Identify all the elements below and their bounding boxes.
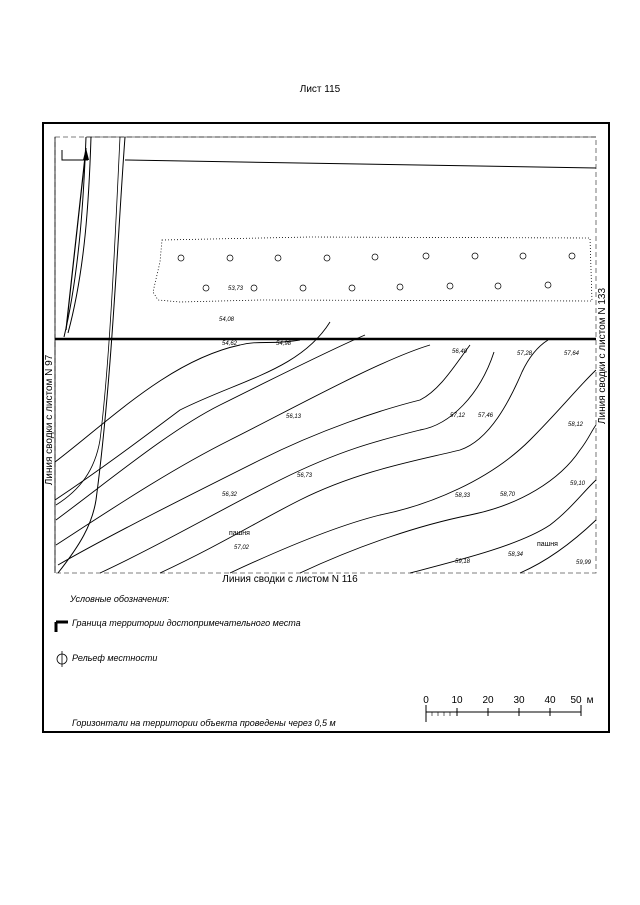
land-use-label: пашня (537, 541, 558, 548)
elevation-label: 58,34 (508, 552, 524, 558)
elevation-label: 58,70 (500, 492, 516, 498)
scale-tick-label: 10 (451, 695, 463, 706)
sheet-title: Лист 115 (299, 84, 341, 95)
elevation-label: 57,12 (450, 413, 466, 419)
boundary-legend-icon (56, 622, 68, 632)
scale-unit: м (586, 695, 594, 706)
elevation-label: 53,73 (228, 286, 244, 292)
elevation-labels (219, 286, 592, 566)
scale-tick-label: 30 (513, 695, 525, 706)
elevation-label: 56,73 (297, 473, 313, 479)
elevation-label: 54,08 (219, 317, 235, 323)
elevation-label: 59,10 (570, 481, 586, 487)
elevation-label: 54,62 (222, 341, 238, 347)
land-use-label: пашня (229, 530, 250, 537)
elevation-label: 59,99 (576, 560, 592, 566)
elevation-label: 58,12 (568, 422, 584, 428)
elevation-label: 57,28 (517, 351, 533, 357)
road-edge-right (58, 137, 125, 573)
legend-contour-note: Горизонтали на территории объекта проведены через 0,5 м (72, 718, 336, 728)
relief-legend-icon (57, 651, 67, 667)
elevation-label: 59,18 (455, 559, 471, 565)
outer-frame (43, 123, 609, 732)
scale-tick-label: 20 (482, 695, 494, 706)
elevation-label: 56,40 (452, 349, 468, 355)
legend-relief-text: Рельеф местности (72, 653, 158, 663)
road-edge-left (64, 137, 86, 337)
elevation-label: 56,32 (222, 492, 238, 498)
parcel-boundary-line (125, 160, 596, 168)
elevation-label: 57,46 (478, 413, 494, 419)
scale-tick-label: 50 (570, 695, 582, 706)
elevation-label: 58,33 (455, 493, 471, 499)
edge-label-left: Линия сводки с листом N 97 (44, 354, 55, 486)
scale-tick-label: 40 (544, 695, 556, 706)
edge-label-right: Линия сводки с листом N 133 (597, 287, 608, 425)
legend-boundary-text: Граница территории достопримечательного места (72, 618, 301, 628)
elevation-label: 57,64 (564, 351, 580, 357)
legend-heading: Условные обозначения: (70, 594, 170, 604)
scale-tick-label: 0 (423, 695, 429, 706)
edge-label-bottom: Линия сводки с листом N 116 (222, 574, 358, 585)
landmark-territory-outline (153, 237, 592, 302)
elevation-label: 54,98 (276, 341, 292, 347)
map-frame (55, 137, 596, 573)
elevation-label: 57,02 (234, 545, 250, 551)
elevation-label: 56,13 (286, 414, 302, 420)
contour-lines (55, 322, 596, 573)
scale-bar (423, 695, 593, 722)
